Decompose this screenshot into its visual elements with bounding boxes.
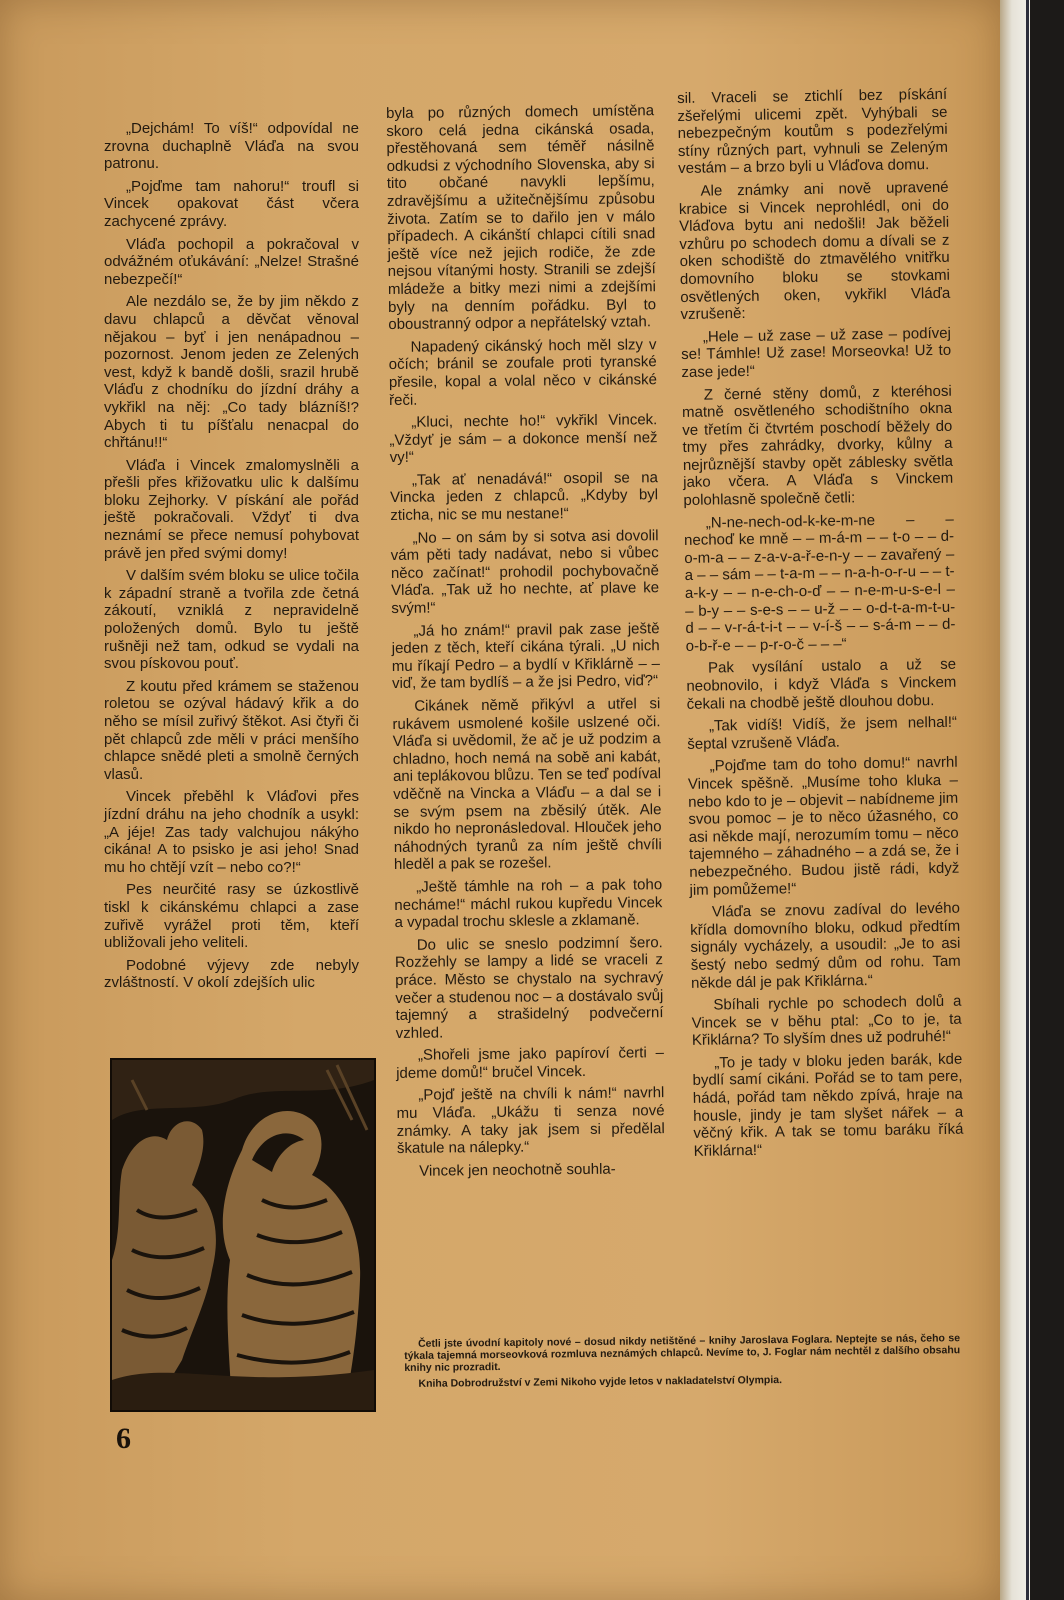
morse-transcript: „N-ne-nech-od-k-ke-m-ne – – nechoď ke mně – – m-á-m – – t-o – – d-o-m-a – – z-a-v-a-ř-e-n-y – – zavařený – a – – sám – – t-a-m – – n-a-h-o-r-u – – t-a-k-y – – n-e-ch-o-ď – – n-e-m-u-s-e-l – – b-y – – s-e-s – – u-ž – – o-d-t-a-m-t-u-d – – v-r-á-t-i-t – – v-í-š – – s-á-m – – d-o-b-ř-e – – p-r-o-č – – –“ [683,510,956,655]
paragraph: „Shořeli jsme jako papíroví čerti – jdeme domů!“ bručel Vincek. [396,1044,665,1082]
paragraph: Sbíhali rychle po schodech dolů a Vincek se v běhu ptal: „Co to je, ta Křiklárna? To slyším dnes už podruhé!“ [691,992,962,1050]
background-edge [1030,0,1064,1600]
paragraph: „Pojďme tam nahoru!“ troufl si Vincek opakovat část včera zachycené zprávy. [104,177,359,230]
paragraph: Vláďa se znovu zadíval do levého křídla domovního bloku, odkud předtím signály vycházely, a usoudil: „Je to asi šestý nebo sedmý dům od rohu. Tam někde dál je pak Křiklárna.“ [690,899,961,992]
footnote-publisher: Kniha Dobrodružství v Zemi Nikoho vyjde letos v nakladatelství Olympia. [418,1374,783,1390]
paragraph: „Pojďme tam do toho domu!“ navrhl Vincek spěšně. „Musíme toho kluka – nebo kdo to je – objevit – nabídneme jim svou pomoc – je to něco úžasného, co asi někde mají, nerozumím tomu – něco tajemného – záhadného – a zdá se, že i nebezpečného. Budou jistě rádi, když jim pomůžeme!“ [687,754,960,899]
paragraph: Ale známky ani nově upravené krabice si Vincek neprohlédl, oni do Vláďova bytu ani nedošli! Jak běželi vzhůru po schodech domu a dívali se z oken schodiště do ztmavělého vnitřku domovního bloku se stovkami osvětlených oken, vykřikl Vláďa vzrušeně: [678,178,951,324]
paragraph: „Ještě támhle na roh – a pak toho necháme!“ máchl rukou kupředu Vincek a vypadal trochu sklesle a zklamaně. [394,876,663,932]
paragraph: Vláďa i Vincek zmalomyslněli a přešli přes křižovatku ulic k dalšímu bloku Zejhorky. V pískání ale pořád ještě pokračovali. Vždyť ti dva neznámí se přece nemusí pohybovat právě jen před svými domy! [104,456,359,562]
paragraph: Podobné výjevy zde nebyly zvláštností. V okolí zdejších ulic [104,956,359,992]
paragraph: „Kluci, nechte ho!“ vykřikl Vincek. „Vždyť je sám – a dokonce menší než vy!“ [389,411,658,467]
paragraph: Pak vysílání ustalo a už se neobnovilo, i když Vláďa s Vinckem čekali na chodbě ještě dlouhou dobu. [686,656,957,713]
paragraph: „Hele – už zase – už zase – podívej se! Támhle! Už zase! Morseovka! Už to zase jede!“ [681,324,952,381]
page-edge-line [1026,0,1029,1600]
paragraph: Vincek přeběhl k Vláďovi přes jízdní dráhu na jeho chodník a usykl: „A jéje! Zas tady valchujou nákýho cikána! A to psisko je asi jeho! Snad mu ho chtějí vzít – nebo co?!“ [104,788,359,876]
paragraph: „Tak ať nenadává!“ osopil se na Vincka jeden z chlapců. „Kdyby byl zticha, nic se mu nestane!“ [390,469,659,525]
paragraph: Vincek jen neochotně souhla- [419,1160,616,1180]
paragraph: „Pojď ještě na chvíli k nám!“ navrhl mu Vláďa. „Ukážu ti senza nové známky. A taky jak jsem si předělal škatule na nálepky.“ [396,1084,665,1158]
paragraph: Ale nezdálo se, že by jim někdo z davu chlapců a děvčat věnoval nějakou – byť i jen nenápadnou – pozornost. Jenom jeden ze Zelených vest, když k bandě došli, srazil hrubě Vláďu z chodníku do jízdní dráhy a vykřikl na něj: „Co tady blázníš!? Abych ti tu píšťalu nenacpal do chřtánu!!“ [104,293,359,452]
text-column-left [104,120,359,997]
paragraph: Do ulic se sneslo podzimní šero. Rozžehly se lampy a lidé se vraceli z práce. Město se chystalo na sychravý večer a studenou noc – a dostávalo svůj tajemný a strašidelný podvečerní vzhled. [394,933,664,1042]
footnote-text: Četli jste úvodní kapitoly nové – dosud nikdy netištěné – knihy Jaroslava Foglara. Neptejte se nás, čeho se týkala tajemná morseovková rozmluva neznámých chlapců. Nevíme to, J. Foglar nám nechtěl z dalšího obsahu knihy nic prozradit. [404,1332,961,1374]
paragraph: Vláďa pochopil a pokračoval v odvážném oťukávání: „Nelze! Strašné nebezpečí!“ [104,235,359,288]
paragraph: „No – on sám by si sotva asi dovolil vám pěti tady nadávat, nebo si vůbec něco začínat!“ prohodil pochybovačně Vláďa. „Tak už ho nechte, ať plave ke svým!“ [390,526,660,618]
page-number: 6 [116,1422,131,1455]
editorial-footnote [404,1332,961,1394]
paragraph: „Já ho znám!“ pravil pak zase ještě jeden z těch, kteří cikána týrali. „U nich mu říkají Pedro – a bydlí v Křiklárně – – viď, že tam bydlíš – a že jsi Pedro, viď?“ [391,619,660,693]
woodcut-illustration [110,1058,376,1412]
text-column-middle [386,102,665,1185]
text-column-right [677,86,964,1166]
paragraph: „To je tady v bloku jeden barák, kde bydlí samí cikáni. Pořád se to tam pere, hádá, pořád tam někdo zpívá, hraje na housle, jindy je tam slyšet nářek – a věčný křik. A tak se tomu baráku říká Křiklárna!“ [692,1050,964,1160]
paragraph: V dalším svém bloku se ulice točila k západní straně a tvořila zde četná zákoutí, vzniklá z nepravidelně položených domů. Bylo tu ještě rušněji než tam, odkud se vydali na svou pískovou pouť. [104,567,359,673]
paragraph: „Dejchám! To víš!“ odpovídal ne zrovna duchaplně Vláďa na svou patronu. [104,120,359,173]
paragraph: sil. Vraceli se ztichlí bez pískání zšeřelými ulicemi zpět. Vyhýbali se nebezpečným koutům s podezřelými stíny různých part, vyhnuli se Zeleným vestám – a brzo byli u Vláďova domu. [677,85,949,178]
paragraph: „Tak vidíš! Vidíš, že jsem nelhal!“ šeptal vzrušeně Vláďa. [687,713,958,753]
paragraph: Cikánek němě přikývl a utřel si rukávem usmolené košile uslzené oči. Vláďa si uvědomil, že ač je už podzim a chladno, hoch nemá na sobě ani kabát, ani teplákovou blůzu. Ten se teď podíval vděčně na Vincka a Vláďu – a dal se i se svým psem na zběsilý útěk. Ale nikdo ho nepronásledoval. Hlouček jeho náhodných tyranů za ním ještě chvíli hleděl a pak se rozešel. [392,695,662,874]
paragraph: Napadený cikánský hoch měl slzy v očích; bránil se zoufale proti tyranské přesile, kopal a volal něco v cikánské řeči. [388,335,657,409]
paragraph: Pes neurčité rasy se úzkostlivě tiskl k cikánskému chlapci a zase zuřivě vyrážel proti těm, kteří ubližovali jeho veliteli. [104,881,359,952]
paragraph: Z koutu před krámem se staženou roletou se ozýval hádavý křik a do něho se mísil zuřivý štěkot. Asi čtyři či pět chlapců zde měli v práci menšího chlapce snědé pleti a smolně černých vlasů. [104,677,359,783]
paragraph: Z černé stěny domů, z kteréhosi matně osvětleného schodištního okna ve třetím či čtvrtém poschodí běžely do tmy přes zahrádky, dvorky, kůlny a nejrůznější stavby opět záblesky světla jako včera. A Vláďa s Vinckem polohlasně společně četli: [681,382,954,510]
paragraph: byla po různých domech umístěna skoro celá jedna cikánská osada, přestěhovaná sem téměř násilně odkudsi z východního Slovenska, aby si tito občané navykli lepšímu, zdravějšímu a užitečnějšímu způsobu života. Zatím se to dařilo jen v málo případech. A cikánští chlapci cítili snad ještě více než jejich rodiče, že zde nejsou vítanými hosty. Stranili se zdejší mládeže a bitky mezi nimi a zdejšími byly na denním pořádku. Byl to oboustranný odpor a nepřátelský vztah. [386,102,657,334]
